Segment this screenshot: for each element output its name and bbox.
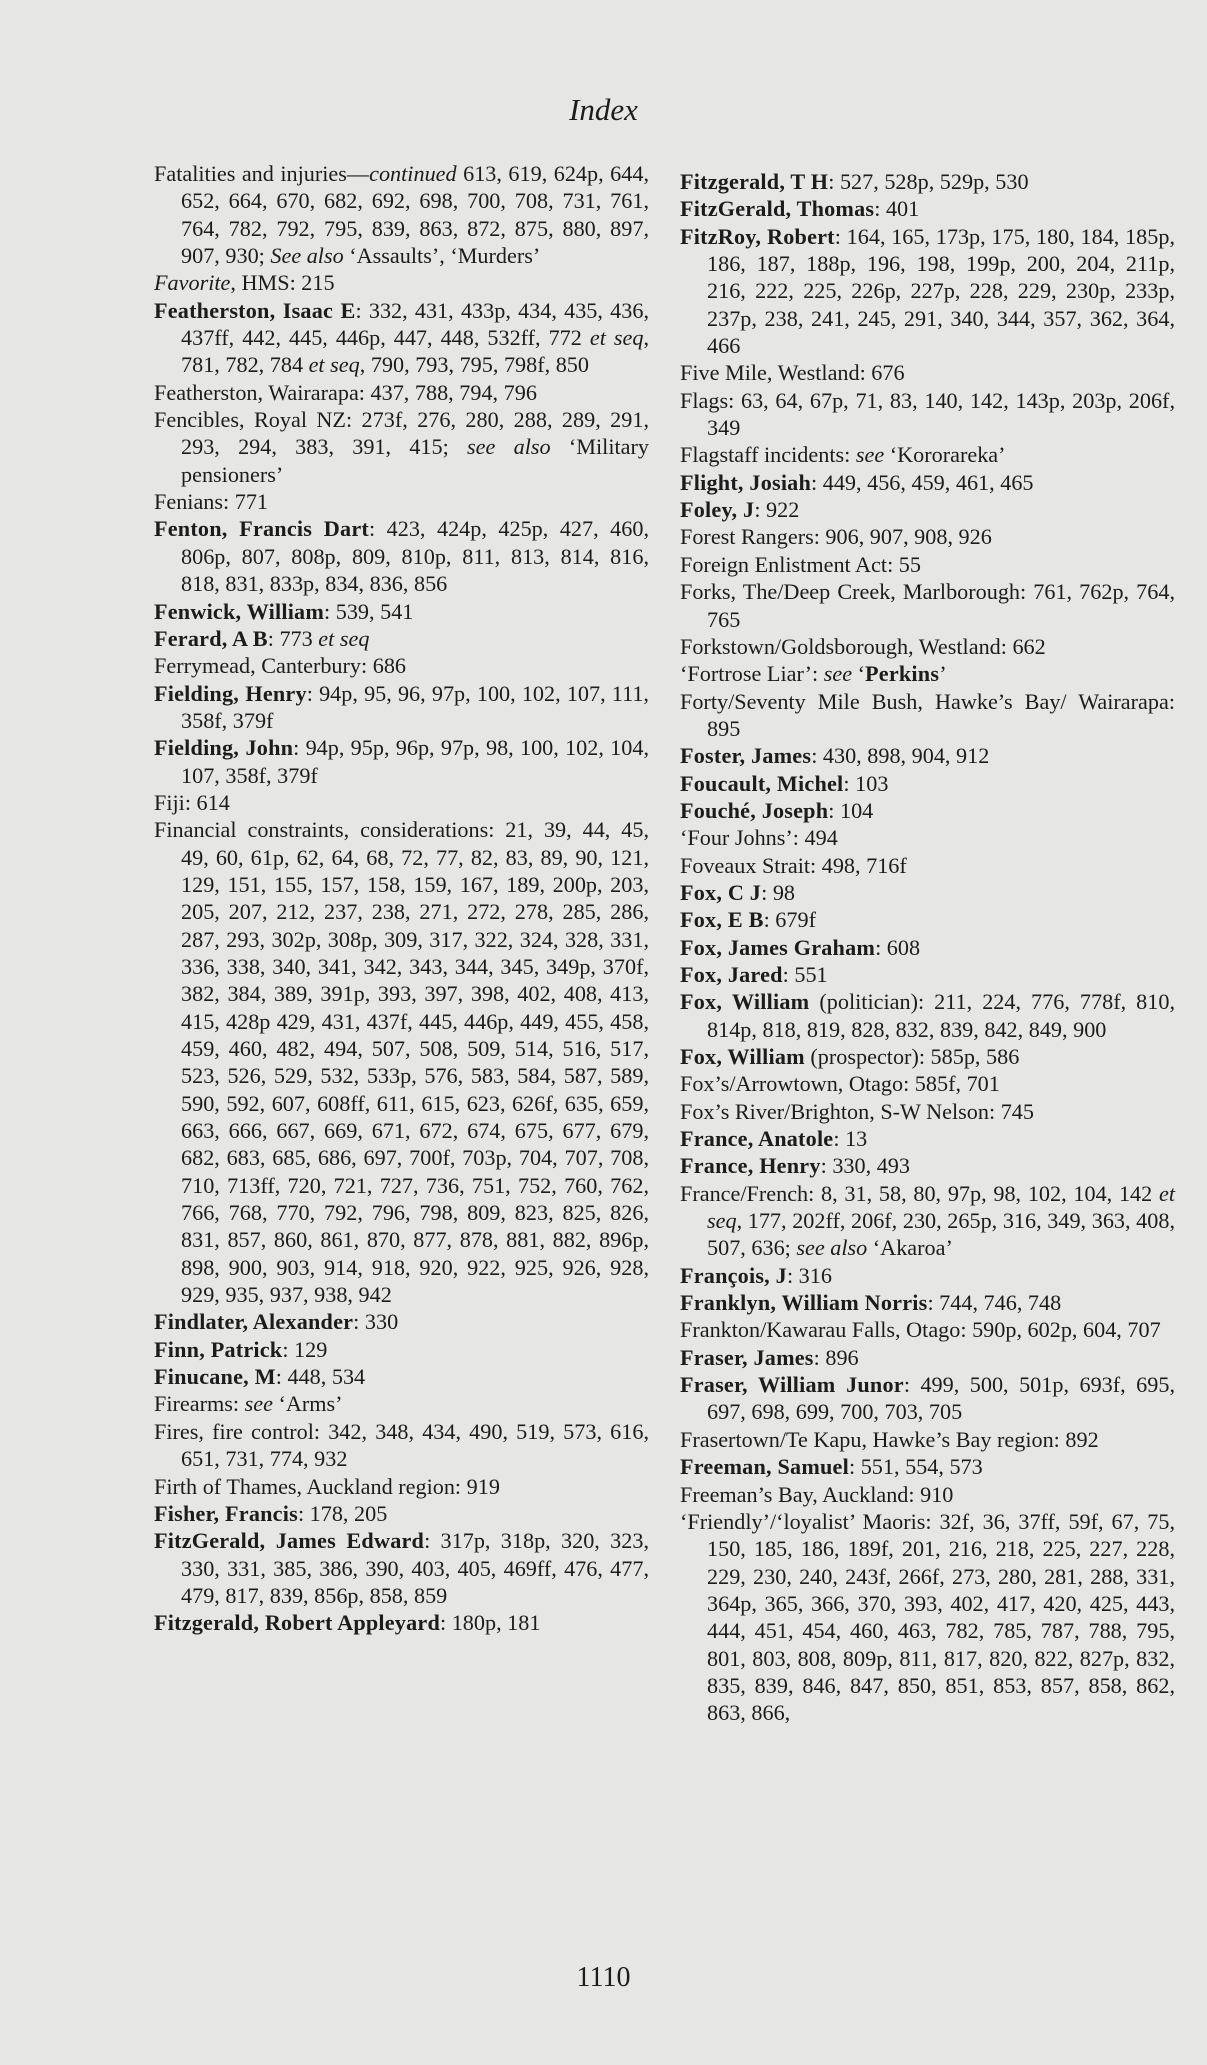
entry-italic: see — [244, 1391, 273, 1417]
entry-text: Forkstown/Goldsborough, Westland: 662 — [680, 633, 1046, 659]
entry-text: Fires, fire control: 342, 348, 434, 490, 519, 573, 616, 651, 731, 774, 932 — [154, 1418, 649, 1472]
index-entry — [680, 551, 1175, 578]
entry-text: : 13 — [833, 1126, 868, 1152]
entry-heading: Finn, Patrick — [154, 1336, 283, 1362]
index-entry — [680, 988, 1175, 1043]
index-entry — [680, 633, 1175, 660]
entry-text: ‘Fortrose Liar’: — [680, 661, 824, 687]
entry-heading: Ferard, A B — [154, 625, 268, 651]
entry-italic: see also — [467, 434, 551, 460]
index-entry — [154, 406, 649, 488]
index-entry — [680, 742, 1175, 769]
entry-heading: Fox, Jared — [680, 961, 783, 987]
index-entry — [680, 1152, 1175, 1179]
index-entry — [680, 168, 1175, 195]
index-entry — [680, 1426, 1175, 1453]
entry-text: Foveaux Strait: 498, 716f — [680, 852, 907, 878]
index-entry — [154, 1473, 649, 1500]
index-entry — [680, 961, 1175, 988]
index-entry — [680, 223, 1175, 360]
entry-text: Flags: 63, 64, 67p, 71, 83, 140, 142, 143p, 203p, 206f, 349 — [680, 387, 1175, 441]
index-entry — [680, 660, 1175, 687]
entry-text: ‘ — [852, 661, 866, 687]
entry-heading: Fouché, Joseph — [680, 797, 829, 823]
entry-text: Financial constraints, considerations: 21, 39, 44, 45, 49, 60, 61p, 62, 64, 68, 72, 77, 82, 83, 89, 90, 121, 129, 151, 155, 157, 158, 159, 167, 189, 200p, 203, 205, 207, 212, 237, 238, 271, 272, 278, 285, 286, 287, 293, 302p, 308p, 309, 317, 322, 324, 328, 331, 336, 338, 340, 341, 342, 343, 344, 345, 349p, 370f, 382, 384, 389, 391p, 393, 397, 398, 402, 408, 413, 415, 428p 429, 431, 437f, 445, 446p, 449, 455, 458, 459, 460, 482, 494, 507, 508, 509, 514, 516, 517, 523, 526, 529, 532, 533p, 576, 583, 584, 587, 589, 590, 592, 607, 608ff, 611, 615, 623, 626f, 635, 659, 663, 666, 667, 669, 671, 672, 674, 675, 677, 679, 682, 683, 685, 686, 697, 700f, 703p, 704, 707, 708, 710, 713ff, 720, 721, 727, 736, 751, 752, 760, 762, 766, 768, 770, 792, 796, 798, 809, 823, 825, 826, 831, 857, 860, 861, 870, 877, 878, 881, 882, 896p, 898, 900, 903, 914, 918, 920, 922, 925, 926, 928, 929, 935, 937, 938, 942 — [154, 817, 649, 1308]
entry-heading: Fielding, John — [154, 735, 294, 761]
entry-heading: Fox, E B — [680, 907, 764, 933]
entry-text: : 773 — [267, 625, 319, 651]
page-title: Index — [569, 92, 638, 127]
index-entry — [680, 1262, 1175, 1289]
entry-text: : 129 — [282, 1336, 328, 1362]
entry-italic: et seq — [318, 625, 370, 651]
entry-text: : 317p, 318p, 320, 323, 330, 331, 385, 386, 390, 403, 405, 469ff, 476, 477, 479, 817, 839, 856p, 858, 859 — [181, 1528, 649, 1608]
index-entry — [154, 1390, 649, 1417]
index-entry — [154, 515, 649, 597]
index-entry — [680, 387, 1175, 442]
entry-text: Forks, The/Deep Creek, Marlborough: 761, 762p, 764, 765 — [680, 579, 1175, 632]
entry-heading: François, J — [680, 1262, 787, 1288]
index-entry — [680, 578, 1175, 633]
entry-text: , 790, 793, 795, 798f, 850 — [359, 352, 589, 378]
entry-text: Firth of Thames, Auckland region: 919 — [154, 1473, 500, 1499]
index-entry — [680, 1070, 1175, 1097]
entry-text: ‘Akaroa’ — [867, 1235, 953, 1261]
index-entry — [154, 160, 649, 269]
entry-heading: Finucane, M — [154, 1364, 276, 1390]
index-entry — [680, 1481, 1175, 1508]
entry-heading: FitzGerald, Thomas — [680, 196, 875, 222]
entry-text: : 164, 165, 173p, 175, 180, 184, 185p, 186, 187, 188p, 196, 198, 199p, 200, 204, 211p, 216, 222, 225, 226p, 227p, 228, 229, 230p, 233p, 237p, 238, 241, 245, 291, 340, 344, 357, 362, 364, 466 — [707, 223, 1176, 359]
entry-text: , 781, 782, 784 — [181, 325, 649, 378]
entry-text: : 896 — [813, 1344, 859, 1370]
entry-text: Firearms: — [154, 1391, 245, 1417]
index-entry — [154, 816, 649, 1308]
index-entry — [680, 934, 1175, 961]
index-entry — [680, 359, 1175, 386]
entry-text: Five Mile, Westland: 676 — [680, 360, 905, 386]
index-entry — [680, 441, 1175, 468]
index-entry — [680, 1371, 1175, 1426]
entry-heading: Franklyn, William Norris — [680, 1290, 928, 1316]
entry-text: : 744, 746, 748 — [927, 1290, 1062, 1316]
entry-italic: et seq — [707, 1180, 1175, 1234]
entry-text: (prospector): 585p, 586 — [804, 1044, 1020, 1069]
index-entry — [154, 1336, 649, 1363]
entry-text: (politician): 211, 224, 776, 778f, 810, 814p, 818, 819, 828, 832, 839, 842, 849, 900 — [707, 989, 1175, 1042]
index-entry — [680, 1043, 1175, 1070]
page-number: 1110 — [576, 1962, 631, 1993]
entry-heading: Fenwick, William — [154, 598, 325, 624]
index-entry — [680, 1125, 1175, 1152]
entry-heading: Fox, William — [680, 989, 810, 1015]
index-column-left — [154, 160, 649, 1637]
entry-text: Fencibles, Royal NZ: 273f, 276, 280, 288, 289, 291, 293, 294, 383, 391, 415; — [154, 407, 649, 460]
index-entry — [154, 598, 649, 625]
index-entry — [680, 852, 1175, 879]
index-entry — [154, 734, 649, 789]
entry-text: ’ — [939, 661, 947, 687]
entry-text: : 104 — [828, 797, 874, 823]
entry-text: ‘Arms’ — [272, 1391, 343, 1417]
entry-text: Featherston, Wairarapa: 437, 788, 794, 796 — [154, 379, 537, 405]
index-column-right — [680, 168, 1175, 1727]
entry-italic: continued — [369, 161, 457, 186]
entry-italic: et seq — [589, 325, 644, 351]
index-entry — [680, 906, 1175, 933]
entry-text: : 178, 205 — [297, 1500, 388, 1526]
entry-text: , HMS: 215 — [230, 270, 335, 296]
entry-heading: FitzGerald, James Edward — [154, 1528, 425, 1554]
index-entry — [680, 1344, 1175, 1371]
index-entry — [154, 680, 649, 735]
entry-text: : 316 — [786, 1262, 832, 1288]
entry-text: Fenians: 771 — [154, 489, 269, 515]
entry-heading: Fitzgerald, T H — [680, 169, 829, 194]
entry-text: , 177, 202ff, 206f, 230, 265p, 316, 349, 363, 408, 507, 636; — [707, 1208, 1175, 1261]
index-entry — [680, 469, 1175, 496]
entry-heading: Fenton, Francis Dart — [154, 516, 369, 542]
entry-text: Forest Rangers: 906, 907, 908, 926 — [680, 524, 992, 550]
entry-text: : 608 — [875, 934, 921, 960]
index-entry — [154, 652, 649, 679]
index-entry — [154, 269, 649, 296]
index-entry — [154, 789, 649, 816]
entry-text: Frasertown/Te Kapu, Hawke’s Bay region: 892 — [680, 1426, 1099, 1452]
entry-text: Foreign Enlistment Act: 55 — [680, 551, 921, 577]
index-entry — [680, 879, 1175, 906]
entry-text: : 430, 898, 904, 912 — [811, 743, 990, 769]
entry-text: ‘Kororareka’ — [884, 442, 1006, 468]
entry-heading: Featherston, Isaac E — [154, 297, 356, 323]
entry-heading: Fraser, James — [680, 1344, 814, 1370]
entry-italic: et seq — [308, 352, 360, 378]
entry-text: : 551 — [782, 961, 828, 987]
entry-heading: Fitzgerald, Robert Appleyard — [154, 1610, 440, 1636]
entry-text: ‘Four Johns’: 494 — [680, 825, 838, 851]
entry-italic: see also — [796, 1235, 868, 1261]
index-entry — [680, 1098, 1175, 1125]
entry-heading: Fisher, Francis — [154, 1500, 298, 1526]
entry-heading: Findlater, Alexander — [154, 1309, 354, 1335]
entry-text: Fox’s/Arrowtown, Otago: 585f, 701 — [680, 1071, 1000, 1097]
index-entry — [680, 1316, 1175, 1343]
entry-text: : 423, 424p, 425p, 427, 460, 806p, 807, 808p, 809, 810p, 811, 813, 814, 816, 818, 831, 833p, 834, 836, 856 — [181, 516, 649, 597]
entry-text: France/French: 8, 31, 58, 80, 97p, 98, 102, 104, 142 — [680, 1180, 1159, 1206]
index-entry — [680, 1180, 1175, 1262]
index-entry — [154, 1527, 649, 1609]
index-entry — [154, 625, 649, 652]
index-entry — [154, 1418, 649, 1473]
entry-italic: see — [823, 661, 853, 687]
entry-text: 613, 619, 624p, 644, 652, 664, 670, 682, 692, 698, 700, 708, 731, 761, 764, 782, 792, 795, 839, 863, 872, 875, 880, 897, 907, 930; — [181, 161, 649, 269]
entry-heading: Perkins — [865, 661, 940, 687]
entry-text: Fatalities and injuries— — [154, 161, 370, 186]
entry-text: : 401 — [874, 196, 920, 222]
entry-text: : 94p, 95, 96, 97p, 100, 102, 107, 111, 358f, 379f — [181, 680, 649, 733]
index-entry — [154, 1609, 649, 1636]
index-entry — [680, 496, 1175, 523]
entry-heading: Foucault, Michel — [680, 770, 844, 796]
index-entry — [154, 1363, 649, 1390]
index-entry — [680, 688, 1175, 743]
entry-text: Freeman’s Bay, Auckland: 910 — [680, 1481, 954, 1507]
entry-text: ‘Military pensioners’ — [181, 434, 649, 487]
entry-text: : 103 — [843, 770, 889, 796]
entry-heading: Fielding, Henry — [154, 680, 307, 706]
entry-text: : 539, 541 — [324, 598, 414, 624]
entry-text: : 448, 534 — [275, 1364, 366, 1390]
entry-heading: Fraser, William Junor — [680, 1372, 904, 1398]
entry-text: : 922 — [754, 497, 800, 523]
index-entry — [154, 379, 649, 406]
entry-text: Flagstaff incidents: — [680, 442, 856, 468]
index-entry — [680, 797, 1175, 824]
entry-heading: Foster, James — [680, 743, 812, 769]
entry-heading: Freeman, Samuel — [680, 1454, 849, 1480]
entry-italic: see — [855, 442, 885, 468]
entry-text: : 94p, 95p, 96p, 97p, 98, 100, 102, 104, 107, 358f, 379f — [181, 735, 649, 788]
entry-text: : 527, 528p, 529p, 530 — [828, 169, 1029, 194]
entry-text: : 330 — [353, 1309, 399, 1335]
entry-text: ‘Assaults’, ‘Murders’ — [343, 243, 541, 269]
index-entry — [680, 770, 1175, 797]
entry-text: : 551, 554, 573 — [848, 1454, 983, 1480]
index-entry — [680, 1453, 1175, 1480]
entry-heading: France, Anatole — [680, 1126, 834, 1152]
index-entry — [154, 1308, 649, 1335]
entry-text: : 332, 431, 433p, 434, 435, 436, 437ff, 442, 445, 446p, 447, 448, 532ff, 772 — [181, 297, 649, 351]
entry-text: : 679f — [763, 907, 816, 933]
entry-text: : 98 — [761, 879, 796, 905]
entry-italic: See also — [270, 243, 344, 269]
entry-italic: Favorite — [154, 270, 231, 296]
entry-heading: Fox, C J — [680, 879, 762, 905]
entry-heading: Flight, Josiah — [680, 469, 812, 495]
index-entry — [154, 488, 649, 515]
index-entry — [680, 523, 1175, 550]
entry-heading: Foley, J — [680, 497, 755, 523]
index-entry — [680, 1289, 1175, 1316]
entry-text: : 180p, 181 — [440, 1610, 541, 1636]
index-entry — [680, 1508, 1175, 1727]
entry-heading: FitzRoy, Robert — [680, 223, 835, 249]
entry-text: ‘Friendly’/‘loyalist’ Maoris: 32f, 36, 37ff, 59f, 67, 75, 150, 185, 186, 189f, 201, 216, 218, 225, 227, 228, 229, 230, 240, 243f, 266f, 273, 280, 281, 288, 331, 364p, 365, 366, 370, 393, 402, 417, 420, 425, 443, 444, 451, 454, 460, 463, 782, 785, 787, 788, 795, 801, 803, 808, 809p, 811, 817, 820, 822, 827p, 832, 835, 839, 846, 847, 850, 851, 853, 857, 858, 862, 863, 866, — [680, 1508, 1175, 1726]
index-entry — [680, 824, 1175, 851]
entry-text: Forty/Seventy Mile Bush, Hawke’s Bay/ Wairarapa: 895 — [680, 688, 1175, 741]
entry-text: : 499, 500, 501p, 693f, 695, 697, 698, 699, 700, 703, 705 — [707, 1372, 1175, 1425]
entry-text: Ferrymead, Canterbury: 686 — [154, 653, 407, 679]
entry-text: : 449, 456, 459, 461, 465 — [811, 469, 1034, 495]
entry-text: Fiji: 614 — [154, 789, 230, 815]
entry-heading: Fox, James Graham — [680, 934, 876, 960]
entry-heading: Fox, William — [680, 1044, 805, 1069]
index-entry — [154, 297, 649, 379]
entry-heading: France, Henry — [680, 1153, 821, 1179]
index-entry — [154, 1500, 649, 1527]
entry-text: Fox’s River/Brighton, S-W Nelson: 745 — [680, 1098, 1034, 1124]
entry-text: : 330, 493 — [820, 1153, 910, 1179]
entry-text: Frankton/Kawarau Falls, Otago: 590p, 602p, 604, 707 — [680, 1317, 1161, 1343]
index-entry — [680, 195, 1175, 222]
